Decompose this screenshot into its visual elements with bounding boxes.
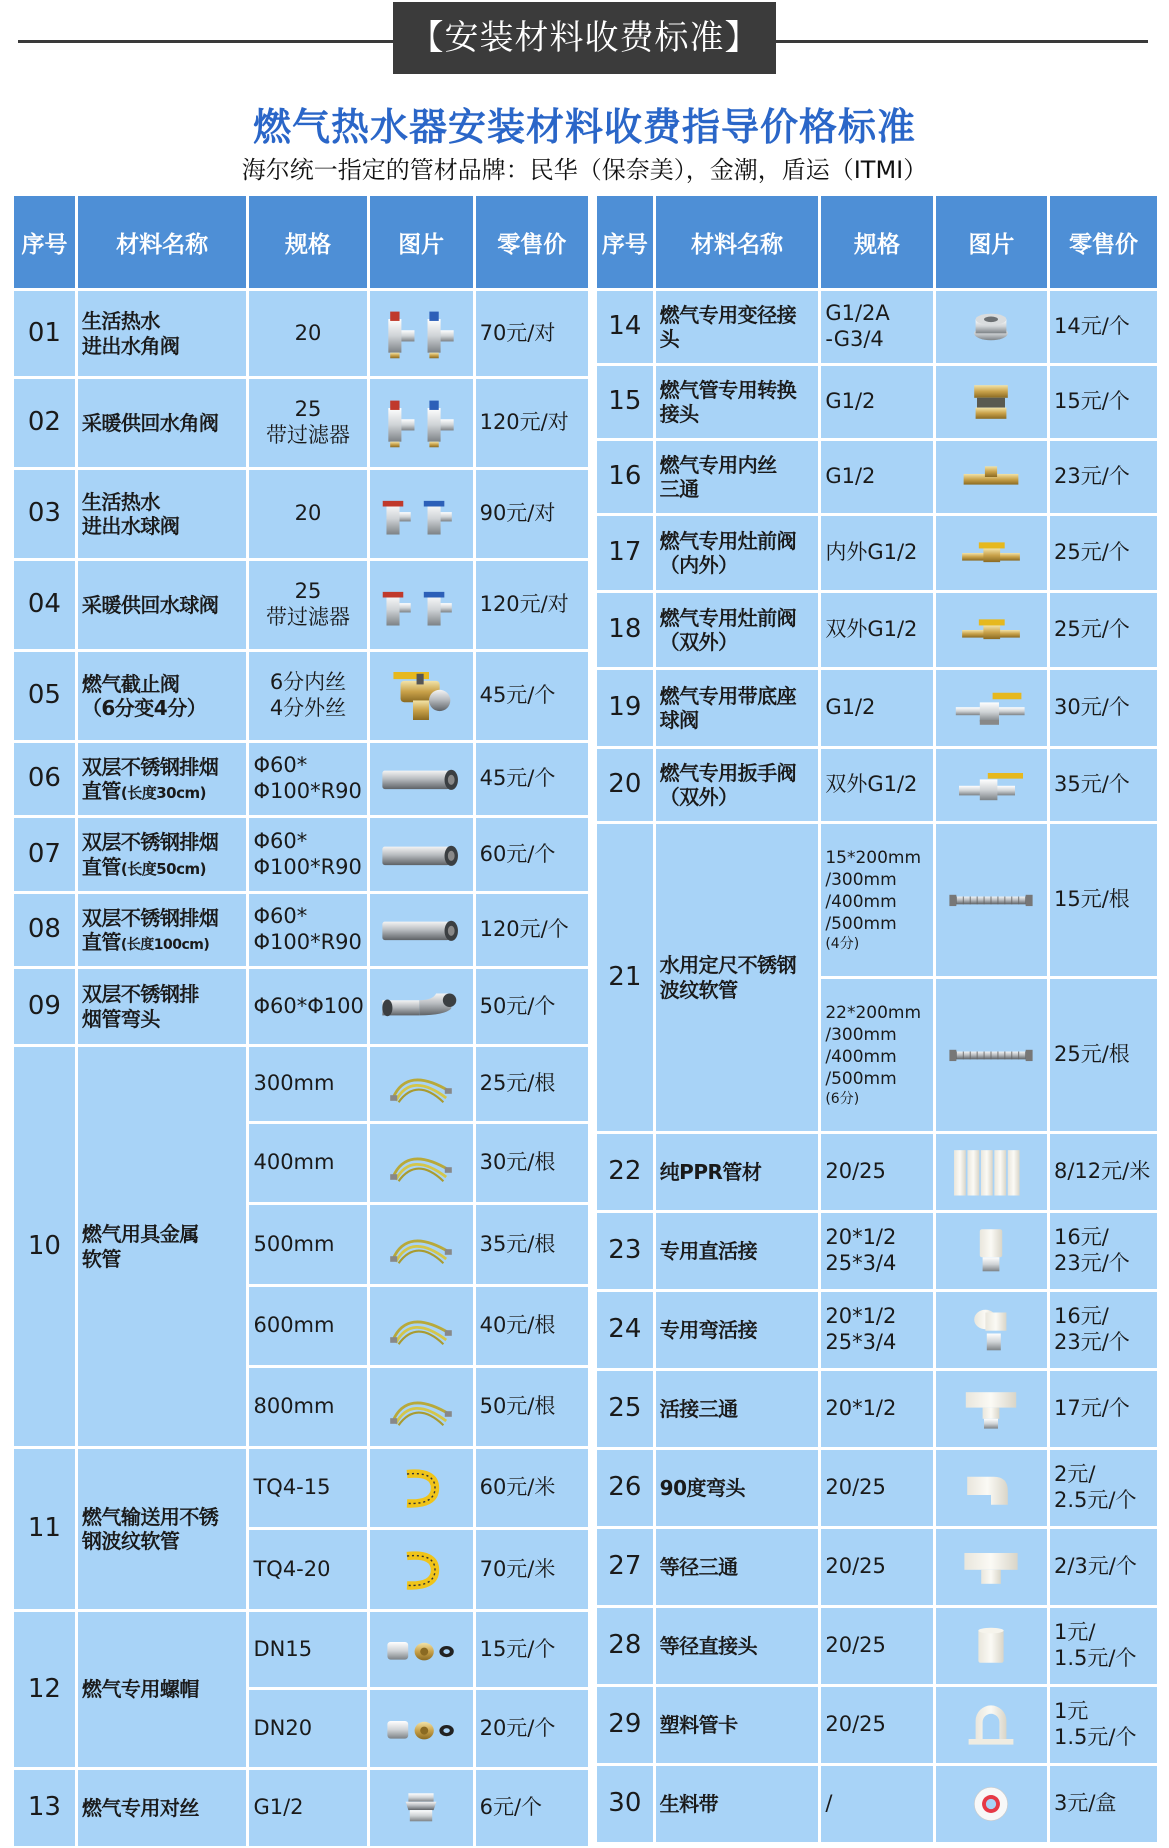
table-row — [14, 470, 588, 558]
row-name: 燃气专用螺帽 — [78, 1612, 247, 1767]
spec-line-1: 20*1/2 — [825, 1225, 897, 1250]
row-price: 35元/个 — [1050, 749, 1157, 821]
header-spec: 规格 — [249, 196, 366, 288]
header-name: 材料名称 — [656, 196, 819, 288]
price-line-2: 1.5元/个 — [1053, 1725, 1137, 1749]
gas-corrugated-hose-image — [370, 1530, 473, 1609]
ppr-elbow-image — [936, 1450, 1047, 1526]
flue-elbow-image — [370, 969, 473, 1044]
metal-hose-image — [370, 1124, 473, 1202]
row-spec: TQ4-15 — [249, 1449, 366, 1527]
header-no: 序号 — [14, 196, 75, 288]
spec-line-2: Φ100*R90 — [253, 854, 362, 879]
equal-tee-image — [936, 1529, 1047, 1605]
name-line-2: 直管 — [81, 854, 121, 879]
spec-line-2: Φ100*R90 — [253, 930, 362, 954]
row-no: 28 — [597, 1608, 653, 1684]
row-price: 25元/根 — [1050, 979, 1157, 1131]
spec-line-2: 25*3/4 — [825, 1251, 897, 1275]
elbow-union-image — [936, 1292, 1047, 1368]
table-header-row — [14, 196, 588, 288]
row-no: 22 — [597, 1134, 653, 1210]
coupler-image — [936, 1608, 1047, 1684]
row-spec: G1/2 — [821, 366, 932, 438]
spec-line-1: 6分内丝 — [269, 670, 347, 695]
row-name — [656, 516, 819, 590]
row-price: 50元/个 — [476, 969, 588, 1044]
name-line-1: 双层不锈钢排烟 — [81, 905, 219, 930]
table-row — [14, 652, 588, 740]
row-name: 纯PPR管材 — [656, 1134, 819, 1210]
row-spec: 双外G1/2 — [821, 749, 932, 821]
name-line-2: （内外） — [659, 553, 738, 577]
row-spec — [249, 894, 366, 966]
row-price: 70元/对 — [476, 291, 588, 376]
header-image: 图片 — [936, 196, 1047, 288]
row-price: 120元/个 — [476, 894, 588, 966]
table-row — [14, 1612, 588, 1687]
row-name: 生料带 — [656, 1766, 819, 1842]
row-no: 20 — [597, 749, 653, 821]
table-header-row — [597, 196, 1157, 288]
row-price: 25元/根 — [476, 1047, 588, 1121]
table-row — [597, 670, 1157, 746]
gas-nut-image — [370, 1612, 473, 1687]
header-price: 零售价 — [476, 196, 588, 288]
gas-corrugated-hose-image — [370, 1449, 473, 1527]
spec-line-1: 15*200mm — [825, 847, 922, 868]
row-spec: 20/25 — [821, 1529, 932, 1605]
name-line-2: 进出水球阀 — [81, 514, 180, 538]
brass-tee-image — [936, 441, 1047, 513]
row-name — [656, 366, 819, 438]
banner-title: 【安装材料收费标准】 — [393, 2, 776, 74]
row-no: 27 — [597, 1529, 653, 1605]
union-tee-image — [936, 1371, 1047, 1447]
row-price: 14元/个 — [1050, 291, 1157, 363]
row-name: 采暖供回水角阀 — [78, 379, 247, 467]
pipe-clip-image — [936, 1687, 1047, 1763]
row-name: 90度弯头 — [656, 1450, 819, 1526]
name-line-2: （6分变4分） — [81, 696, 207, 720]
table-row — [14, 291, 588, 376]
spec-line-1: Φ60* — [253, 904, 308, 929]
row-spec: 600mm — [249, 1287, 366, 1365]
row-spec: G1/2 — [821, 670, 932, 746]
spec-line-1: G1/2A — [825, 301, 890, 326]
row-spec — [821, 824, 932, 976]
row-name: 等径三通 — [656, 1529, 819, 1605]
header-spec: 规格 — [821, 196, 932, 288]
row-no: 09 — [14, 969, 75, 1044]
row-spec: DN20 — [249, 1690, 366, 1767]
row-spec: 双外G1/2 — [821, 593, 932, 667]
row-name: 等径直接头 — [656, 1608, 819, 1684]
table-row — [597, 1450, 1157, 1526]
spec-line-1: 20*1/2 — [825, 1304, 897, 1329]
row-price: 50元/根 — [476, 1368, 588, 1446]
header-no: 序号 — [597, 196, 653, 288]
table-row — [14, 1047, 588, 1121]
row-price — [1050, 1292, 1157, 1368]
name-line-1: 燃气专用变径接 — [659, 302, 797, 327]
row-spec: 内外G1/2 — [821, 516, 932, 590]
row-spec: / — [821, 1766, 932, 1842]
water-hose-image — [936, 979, 1047, 1131]
row-no: 08 — [14, 894, 75, 966]
header-price: 零售价 — [1050, 196, 1157, 288]
table-row — [597, 1292, 1157, 1368]
row-name — [78, 291, 247, 376]
straight-union-image — [936, 1213, 1047, 1289]
row-no: 21 — [597, 824, 653, 1131]
spec-line-2: 4分外丝 — [269, 696, 347, 720]
name-line-1: 燃气用具金属 — [81, 1222, 199, 1247]
table-row — [597, 1766, 1157, 1842]
row-no: 29 — [597, 1687, 653, 1763]
spec-line-1: Φ60* — [253, 828, 308, 853]
table-row — [14, 818, 588, 891]
price-table-right — [594, 193, 1160, 1845]
row-price: 30元/个 — [1050, 670, 1157, 746]
name-line-1: 燃气管专用转换 — [659, 377, 797, 402]
name-line-2: 软管 — [81, 1246, 121, 1271]
reducer-fitting-image — [936, 291, 1047, 363]
name-line-1: 水用定尺不锈钢 — [659, 953, 797, 978]
table-row — [597, 593, 1157, 667]
name-line-2: 三通 — [659, 477, 699, 501]
price-line-1: 1元 — [1053, 1699, 1089, 1724]
row-no: 24 — [597, 1292, 653, 1368]
row-price: 120元/对 — [476, 561, 588, 649]
hex-nipple-image — [370, 1770, 473, 1846]
row-no: 15 — [597, 366, 653, 438]
price-line-1: 1元/ — [1053, 1620, 1096, 1645]
metal-hose-image — [370, 1368, 473, 1446]
price-line-2: 2.5元/个 — [1053, 1488, 1137, 1512]
row-no: 04 — [14, 561, 75, 649]
name-line-1: 燃气专用灶前阀 — [659, 528, 797, 553]
row-spec: 300mm — [249, 1047, 366, 1121]
table-row — [597, 1134, 1157, 1210]
table-row — [14, 1770, 588, 1846]
row-price: 35元/根 — [476, 1205, 588, 1284]
row-no: 18 — [597, 593, 653, 667]
row-no: 02 — [14, 379, 75, 467]
angle-valve-filter-image — [370, 379, 473, 467]
row-spec: 20 — [249, 291, 366, 376]
row-no: 03 — [14, 470, 75, 558]
row-price: 8/12元/米 — [1050, 1134, 1157, 1210]
table-row — [597, 1371, 1157, 1447]
row-price: 60元/米 — [476, 1449, 588, 1527]
table-row — [597, 824, 1157, 976]
row-name: 活接三通 — [656, 1371, 819, 1447]
page-subtitle: 海尔统一指定的管材品牌：民华（保奈美），金潮，盾运（ITMI） — [241, 156, 928, 184]
row-no: 13 — [14, 1770, 75, 1846]
name-line-2: 进出水角阀 — [81, 333, 180, 358]
row-name — [78, 894, 247, 966]
table-row — [597, 1608, 1157, 1684]
row-spec: 400mm — [249, 1124, 366, 1202]
row-price: 3元/盒 — [1050, 1766, 1157, 1842]
row-no: 14 — [597, 291, 653, 363]
row-name: 塑料管卡 — [656, 1687, 819, 1763]
name-line-2: （双外） — [659, 785, 738, 809]
row-price: 25元/个 — [1050, 593, 1157, 667]
gas-stop-valve-image — [370, 652, 473, 740]
row-name — [78, 470, 247, 558]
row-price — [1050, 1687, 1157, 1763]
angle-valve-image — [370, 291, 473, 376]
row-price: 15元/个 — [1050, 366, 1157, 438]
spec-line-3: /400mm — [825, 1046, 897, 1067]
row-no: 11 — [14, 1449, 75, 1609]
table-row — [597, 516, 1157, 590]
row-price: 15元/根 — [1050, 824, 1157, 976]
name-line-1: 燃气专用带底座 — [659, 683, 797, 708]
row-name: 燃气专用对丝 — [78, 1770, 247, 1846]
row-spec: 20/25 — [821, 1134, 932, 1210]
name-line-2: 钢波纹软管 — [81, 1529, 180, 1553]
header-banner — [0, 0, 1169, 78]
name-line-1: 生活热水 — [81, 309, 160, 334]
row-price: 60元/个 — [476, 818, 588, 891]
row-spec — [249, 652, 366, 740]
table-row — [597, 1213, 1157, 1289]
row-spec: 20/25 — [821, 1450, 932, 1526]
flue-pipe-image — [370, 894, 473, 966]
row-no: 23 — [597, 1213, 653, 1289]
row-price — [1050, 1450, 1157, 1526]
row-name — [78, 652, 247, 740]
table-row — [597, 441, 1157, 513]
row-no: 01 — [14, 291, 75, 376]
row-no: 25 — [597, 1371, 653, 1447]
row-no: 10 — [14, 1047, 75, 1446]
row-name — [656, 441, 819, 513]
name-line-2: 波纹软管 — [659, 977, 738, 1002]
table-row — [597, 366, 1157, 438]
row-spec — [249, 561, 366, 649]
table-row — [14, 1449, 588, 1527]
row-name — [78, 969, 247, 1044]
row-name — [656, 291, 819, 363]
row-spec — [249, 818, 366, 891]
ppr-pipe-image — [936, 1134, 1047, 1210]
row-spec — [249, 379, 366, 467]
table-row — [14, 743, 588, 815]
row-name: 采暖供回水球阀 — [78, 561, 247, 649]
row-price: 15元/个 — [476, 1612, 588, 1687]
price-line-2: 23元/个 — [1053, 1330, 1130, 1354]
row-name — [656, 670, 819, 746]
row-no: 12 — [14, 1612, 75, 1767]
row-price: 6元/个 — [476, 1770, 588, 1846]
name-line-1: 双层不锈钢排烟 — [81, 830, 219, 855]
name-line-1: 燃气截止阀 — [81, 671, 180, 696]
row-no: 05 — [14, 652, 75, 740]
name-note: (长度50cm) — [120, 859, 206, 878]
table-row — [14, 894, 588, 966]
spec-line-4: /500mm — [825, 914, 897, 934]
name-line-2: 接头 — [659, 402, 699, 426]
row-spec — [249, 743, 366, 815]
name-line-2: 直管 — [81, 779, 121, 803]
gas-nut-image — [370, 1690, 473, 1767]
row-spec: 20 — [249, 470, 366, 558]
table-row — [597, 1687, 1157, 1763]
table-row — [597, 749, 1157, 821]
stove-valve-image — [936, 593, 1047, 667]
spec-line-1: 25 — [294, 579, 322, 604]
flue-pipe-image — [370, 743, 473, 815]
row-spec: 20*1/2 — [821, 1371, 932, 1447]
row-price: 23元/个 — [1050, 441, 1157, 513]
row-spec — [821, 291, 932, 363]
row-name — [656, 824, 819, 1131]
spec-note: (4分) — [825, 936, 860, 953]
name-line-2: 头 — [659, 327, 680, 351]
metal-hose-image — [370, 1205, 473, 1284]
table-row — [14, 969, 588, 1044]
name-note: (长度100cm) — [120, 937, 210, 953]
row-name: 专用弯活接 — [656, 1292, 819, 1368]
row-name — [78, 818, 247, 891]
spec-line-3: /400mm — [825, 891, 897, 912]
row-price: 45元/个 — [476, 743, 588, 815]
row-price: 20元/个 — [476, 1690, 588, 1767]
price-line-1: 16元/ — [1053, 1304, 1109, 1329]
row-price: 70元/米 — [476, 1530, 588, 1609]
row-spec — [821, 979, 932, 1131]
row-name — [656, 593, 819, 667]
water-hose-image — [936, 824, 1047, 976]
row-name — [78, 1449, 247, 1609]
flue-pipe-image — [370, 818, 473, 891]
row-spec — [821, 1213, 932, 1289]
name-line-1: 生活热水 — [81, 489, 160, 514]
row-price: 17元/个 — [1050, 1371, 1157, 1447]
name-line-2: 直管 — [81, 930, 121, 954]
name-line-1: 燃气专用灶前阀 — [659, 605, 797, 630]
row-name: 专用直活接 — [656, 1213, 819, 1289]
header-name: 材料名称 — [78, 196, 247, 288]
banner-rule-right — [776, 40, 1148, 43]
metal-hose-image — [370, 1287, 473, 1365]
row-name — [78, 743, 247, 815]
price-line-2: 23元/个 — [1053, 1251, 1130, 1275]
name-line-1: 双层不锈钢排 — [81, 982, 199, 1007]
row-spec: 800mm — [249, 1368, 366, 1446]
name-line-1: 燃气输送用不锈 — [81, 1504, 219, 1529]
row-spec: G1/2 — [249, 1770, 366, 1846]
spec-note: (6分) — [825, 1091, 860, 1108]
row-name — [656, 749, 819, 821]
row-spec: DN15 — [249, 1612, 366, 1687]
name-line-2: 烟管弯头 — [81, 1006, 160, 1031]
wrench-valve-image — [936, 749, 1047, 821]
metal-hose-image — [370, 1047, 473, 1121]
price-line-1: 2元/ — [1053, 1462, 1096, 1487]
spec-line-2: 带过滤器 — [266, 423, 350, 447]
stove-valve-image — [936, 516, 1047, 590]
row-price: 90元/对 — [476, 470, 588, 558]
spec-line-2: /300mm — [825, 1024, 897, 1045]
table-row — [14, 561, 588, 649]
row-price: 120元/对 — [476, 379, 588, 467]
spec-line-2: Φ100*R90 — [253, 779, 362, 803]
row-spec — [821, 1292, 932, 1368]
spec-line-1: Φ60* — [253, 753, 308, 778]
row-no: 17 — [597, 516, 653, 590]
price-table-left — [11, 193, 591, 1848]
table-row — [597, 1529, 1157, 1605]
name-line-1: 燃气专用扳手阀 — [659, 760, 797, 785]
header-image: 图片 — [370, 196, 473, 288]
row-price — [1050, 1213, 1157, 1289]
spec-line-2: -G3/4 — [825, 327, 884, 351]
row-spec: G1/2 — [821, 441, 932, 513]
spec-line-2: 带过滤器 — [266, 605, 350, 629]
row-spec: 20/25 — [821, 1608, 932, 1684]
row-no: 26 — [597, 1450, 653, 1526]
row-spec: 500mm — [249, 1205, 366, 1284]
spec-line-2: /300mm — [825, 869, 897, 890]
row-no: 19 — [597, 670, 653, 746]
row-spec: TQ4-20 — [249, 1530, 366, 1609]
row-no: 06 — [14, 743, 75, 815]
row-spec: Φ60*Φ100 — [249, 969, 366, 1044]
name-line-2: （双外） — [659, 630, 738, 654]
spec-line-2: 25*3/4 — [825, 1330, 897, 1354]
name-line-2: 球阀 — [659, 708, 699, 732]
spec-line-4: /500mm — [825, 1069, 897, 1089]
ptfe-tape-image — [936, 1766, 1047, 1842]
row-no: 07 — [14, 818, 75, 891]
row-price — [1050, 1608, 1157, 1684]
name-note: (长度30cm) — [120, 784, 206, 802]
row-price: 25元/个 — [1050, 516, 1157, 590]
name-line-1: 燃气专用内丝 — [659, 452, 777, 477]
row-price: 2/3元/个 — [1050, 1529, 1157, 1605]
adapter-fitting-image — [936, 366, 1047, 438]
table-row — [14, 379, 588, 467]
price-line-2: 1.5元/个 — [1053, 1646, 1137, 1670]
table-row — [597, 291, 1157, 363]
ball-valve-filter-image — [370, 561, 473, 649]
row-price: 45元/个 — [476, 652, 588, 740]
row-no: 30 — [597, 1766, 653, 1842]
base-ball-valve-image — [936, 670, 1047, 746]
row-price: 40元/根 — [476, 1287, 588, 1365]
row-name — [78, 1047, 247, 1446]
row-price: 30元/根 — [476, 1124, 588, 1202]
spec-line-1: 22*200mm — [825, 1002, 922, 1023]
row-spec: 20/25 — [821, 1687, 932, 1763]
name-line-1: 双层不锈钢排烟 — [81, 754, 219, 779]
banner-rule-left — [18, 40, 393, 43]
row-no: 16 — [597, 441, 653, 513]
ball-valve-image — [370, 470, 473, 558]
spec-line-1: 25 — [294, 397, 322, 422]
page-title: 燃气热水器安装材料收费指导价格标准 — [252, 105, 916, 149]
price-line-1: 16元/ — [1053, 1225, 1109, 1250]
